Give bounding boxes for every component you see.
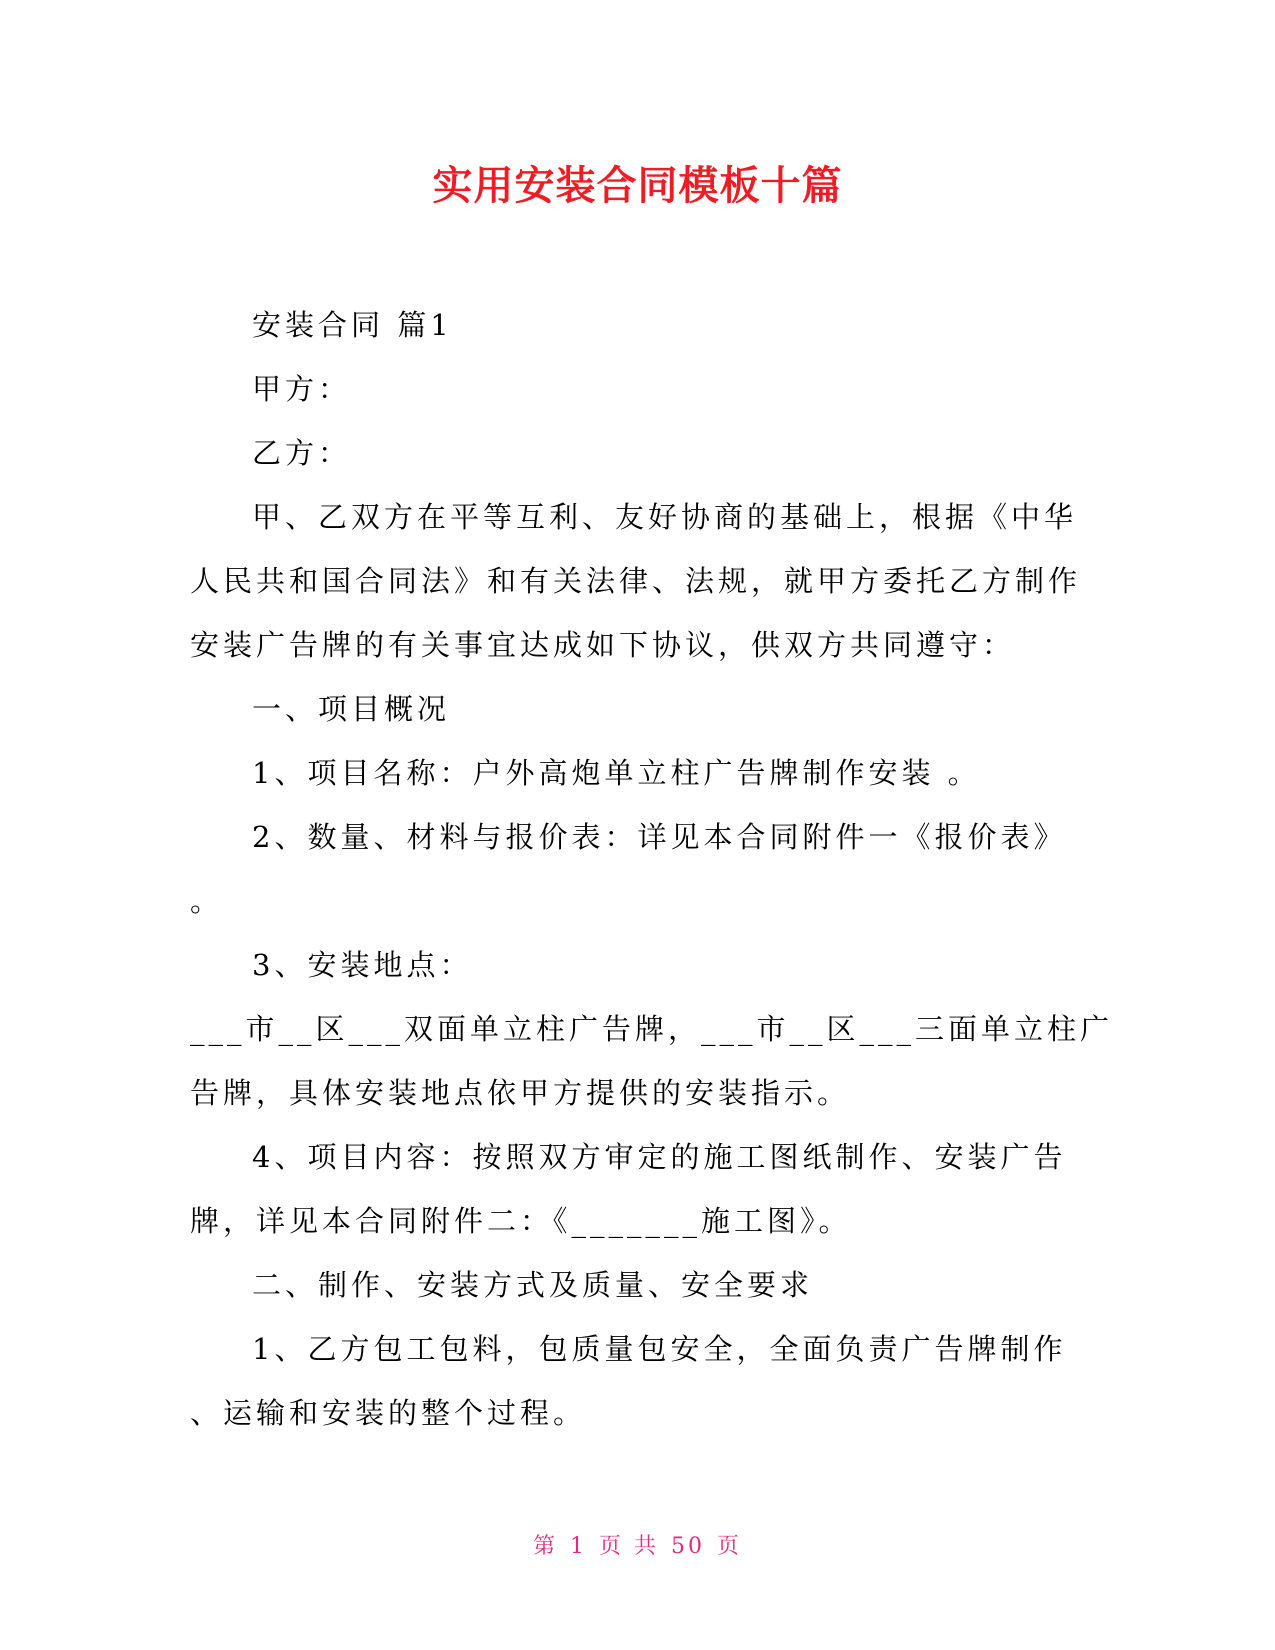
paragraph-line: 、运输和安装的整个过程。 <box>190 1396 587 1430</box>
clause-heading: 二、制作、安装方式及质量、安全要求 <box>252 1268 814 1302</box>
clause-heading: 一、项目概况 <box>252 692 451 726</box>
section-heading: 安装合同 篇1 <box>252 308 453 342</box>
paragraph-line: 1、项目名称：户外高炮单立柱广告牌制作安装 。 <box>252 756 981 790</box>
paragraph-line: 2、数量、材料与报价表：详见本合同附件一《报价表》 <box>252 820 1067 854</box>
party-a-line: 甲方： <box>252 372 352 406</box>
current-page-number: 1 <box>570 1534 587 1559</box>
paragraph-line: ___市__区___双面单立柱广告牌，___市__区___三面单立柱广 <box>190 1012 1114 1046</box>
paragraph-line: 人民共和国合同法》和有关法律、法规，就甲方委托乙方制作 <box>190 564 1082 598</box>
paragraph-line: 告牌，具体安装地点依甲方提供的安装指示。 <box>190 1076 851 1110</box>
footer-middle: 页 共 <box>599 1534 659 1559</box>
paragraph-line: 。 <box>190 884 224 918</box>
document-title: 实用安装合同模板十篇 <box>432 163 843 209</box>
total-page-count: 50 <box>671 1534 705 1559</box>
paragraph-line: 牌，详见本合同附件二：《_______施工图》。 <box>190 1204 852 1238</box>
paragraph-line: 3、安装地点： <box>252 948 473 982</box>
footer-suffix: 页 <box>717 1534 743 1559</box>
paragraph-line: 1、乙方包工包料，包质量包安全，全面负责广告牌制作 <box>252 1332 1067 1366</box>
paragraph-line: 甲、乙双方在平等互利、友好协商的基础上，根据《中华 <box>252 500 1078 534</box>
page-footer <box>0 1532 1275 1562</box>
paragraph-line: 安装广告牌的有关事宜达成如下协议，供双方共同遵守： <box>190 628 1016 662</box>
party-b-line: 乙方： <box>252 436 352 470</box>
footer-prefix: 第 <box>532 1534 558 1559</box>
paragraph-line: 4、项目内容：按照双方审定的施工图纸制作、安装广告 <box>252 1140 1067 1174</box>
document-body <box>190 293 1114 1445</box>
